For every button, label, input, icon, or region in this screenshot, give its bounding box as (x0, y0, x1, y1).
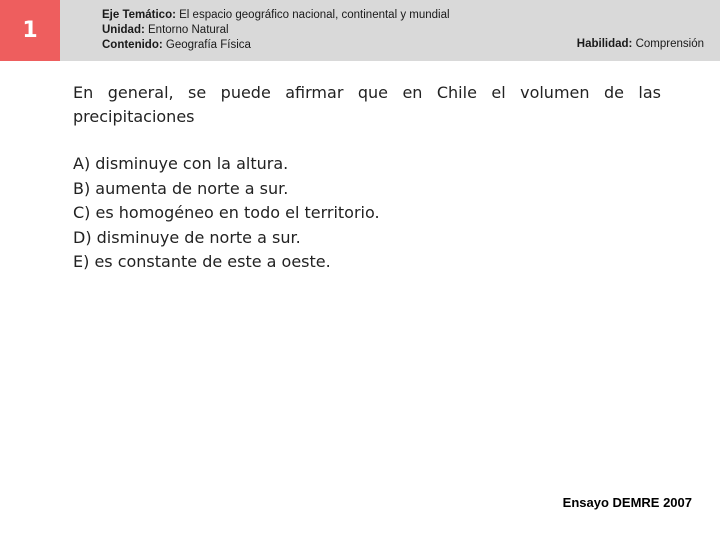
option-d: D) disminuye de norte a sur. (73, 227, 301, 247)
question-stem: En general, se puede afirmar que en Chile el volumen de las precipitaciones (73, 83, 661, 126)
habilidad-row (577, 37, 704, 52)
habilidad-label: Habilidad: (576, 38, 633, 50)
source-label: Ensayo DEMRE 2007 (562, 495, 692, 510)
question-number: 1 (22, 18, 38, 43)
unidad-value: Entorno Natural (148, 24, 229, 36)
eje-tematico-label: Eje Temático: (102, 9, 176, 21)
header-metadata (102, 8, 450, 53)
unidad-row (102, 23, 450, 38)
option-b: B) aumenta de norte a sur. (73, 178, 289, 198)
eje-tematico-row (102, 8, 450, 23)
answer-options (73, 152, 380, 275)
option-e: E) es constante de este a oeste. (73, 252, 331, 271)
option-a: A) disminuye con la altura. (73, 154, 289, 173)
contenido-label: Contenido: (102, 39, 163, 51)
question-number-badge (0, 0, 60, 61)
unidad-label: Unidad: (102, 24, 145, 36)
option-c: C) es homogéneo en todo el territorio. (73, 203, 380, 222)
eje-tematico-value: El espacio geográfico nacional, continental y mundial (179, 9, 450, 21)
habilidad-value: Comprensión (635, 38, 704, 50)
contenido-row (102, 38, 450, 53)
contenido-value: Geografía Física (165, 39, 251, 51)
